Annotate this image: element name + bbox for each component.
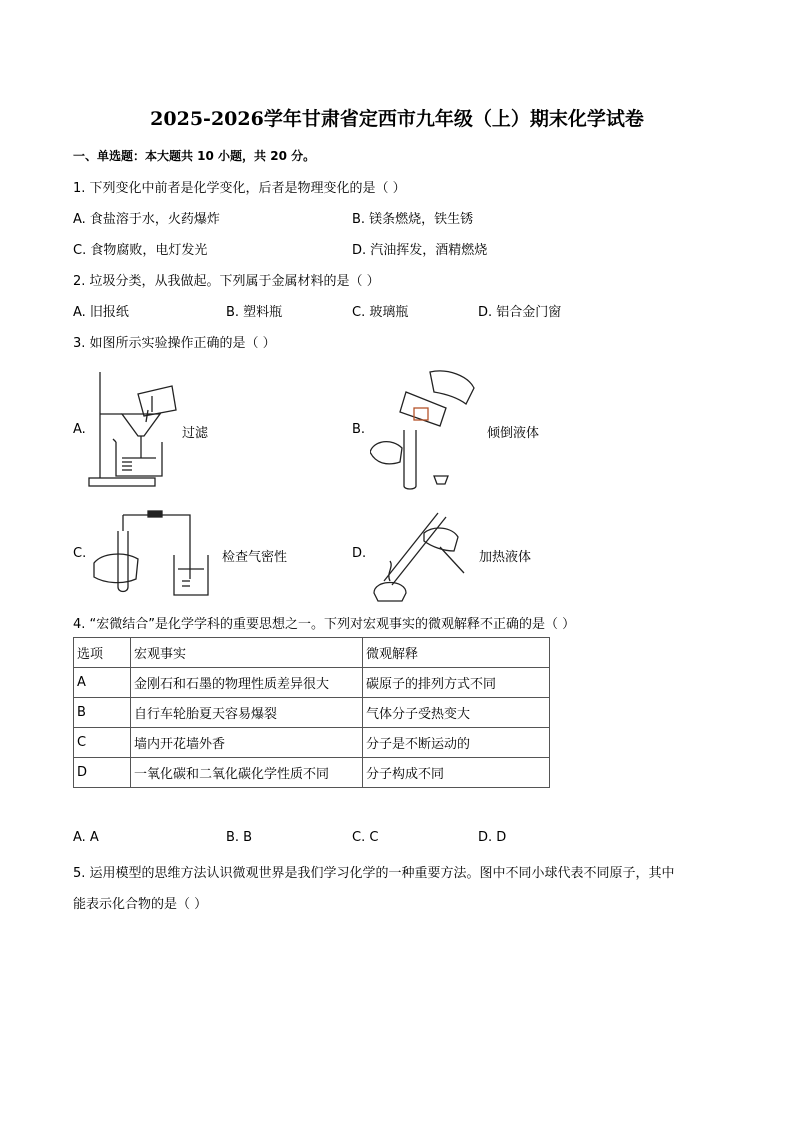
airtightness-check-illustration <box>90 507 220 599</box>
table-row <box>74 698 550 728</box>
table-header-cell: 宏观事实 <box>131 638 363 668</box>
table-row <box>74 668 550 698</box>
question-2-option-a: A. 旧报纸 <box>73 305 129 320</box>
question-1-option-c: C. 食物腐败，电灯发光 <box>73 243 208 258</box>
question-4-option-d: D. D <box>478 830 507 845</box>
question-3-option-c-caption: 检查气密性 <box>222 550 288 565</box>
question-3-option-a-letter: A. <box>73 422 86 437</box>
table-cell: 分子是不断运动的 <box>363 728 550 758</box>
question-1-stem: 1. 下列变化中前者是化学变化，后者是物理变化的是（ ） <box>73 181 406 196</box>
table-cell: C <box>74 728 131 758</box>
question-1-option-d: D. 汽油挥发，酒精燃烧 <box>352 243 488 258</box>
question-4-stem: 4. “宏微结合”是化学学科的重要思想之一。下列对宏观事实的微观解释不正确的是（ ） <box>73 617 576 632</box>
micro-macro-table <box>73 637 550 788</box>
question-1-option-b: B. 镁条燃烧，铁生锈 <box>352 212 474 227</box>
question-5-stem-line-1: 5. 运用模型的思维方法认识微观世界是我们学习化学的一种重要方法。图中不同小球代表不同原子，其中 <box>73 866 675 881</box>
question-1-option-a: A. 食盐溶于水，火药爆炸 <box>73 212 220 227</box>
page-title: 2025-2026学年甘肃省定西市九年级（上）期末化学试卷 <box>150 108 644 130</box>
question-4-option-c: C. C <box>352 830 379 845</box>
table-header-cell: 微观解释 <box>363 638 550 668</box>
table-cell: 分子构成不同 <box>363 758 550 788</box>
question-3-stem: 3. 如图所示实验操作正确的是（ ） <box>73 336 276 351</box>
table-cell: D <box>74 758 131 788</box>
table-cell: A <box>74 668 131 698</box>
table-cell: B <box>74 698 131 728</box>
question-5-stem-line-2: 能表示化合物的是（ ） <box>73 897 208 912</box>
question-2-option-c: C. 玻璃瓶 <box>352 305 409 320</box>
table-row <box>74 728 550 758</box>
table-cell: 金刚石和石墨的物理性质差异很大 <box>131 668 363 698</box>
table-cell: 一氧化碳和二氧化碳化学性质不同 <box>131 758 363 788</box>
question-3-option-c-letter: C. <box>73 546 87 561</box>
question-3-option-b-letter: B. <box>352 422 366 437</box>
table-cell: 碳原子的排列方式不同 <box>363 668 550 698</box>
table-header-row <box>74 638 550 668</box>
pouring-liquid-illustration <box>370 368 480 492</box>
table-cell: 气体分子受热变大 <box>363 698 550 728</box>
question-3-option-a-caption: 过滤 <box>182 426 209 441</box>
section-heading: 一、单选题：本大题共 10 小题，共 20 分。 <box>73 149 316 163</box>
table-header-cell: 选项 <box>74 638 131 668</box>
table-cell: 自行车轮胎夏天容易爆裂 <box>131 698 363 728</box>
filtration-apparatus-illustration <box>86 366 181 491</box>
question-3-option-b-caption: 倾倒液体 <box>487 426 540 441</box>
question-4-option-b: B. B <box>226 830 253 845</box>
table-row <box>74 758 550 788</box>
question-3-option-d-caption: 加热液体 <box>479 550 532 565</box>
table-cell: 墙内开花墙外香 <box>131 728 363 758</box>
question-2-option-b: B. 塑料瓶 <box>226 305 283 320</box>
question-4-option-a: A. A <box>73 830 99 845</box>
question-3-option-d-letter: D. <box>352 546 367 561</box>
question-2-option-d: D. 铝合金门窗 <box>478 305 562 320</box>
heating-liquid-illustration <box>368 507 476 603</box>
question-2-stem: 2. 垃圾分类，从我做起。下列属于金属材料的是（ ） <box>73 274 380 289</box>
